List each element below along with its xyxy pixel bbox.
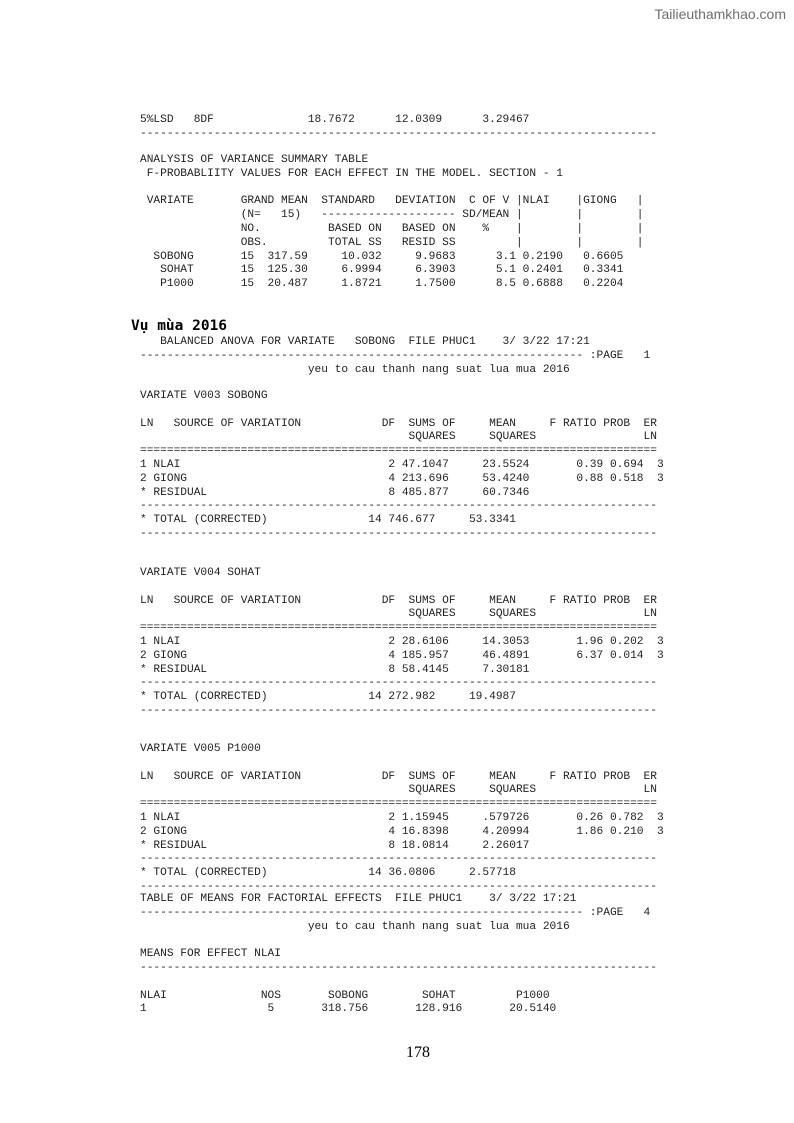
anova-row: 2 GIONG 4 16.8398 4.20994 1.86 0.210 3	[140, 825, 664, 838]
variate-block	[140, 743, 664, 895]
anova-header-block	[140, 336, 650, 377]
summary-header-line: (N= 15) -------------------- SD/MEAN | | |	[140, 209, 644, 222]
lsd-line: 5%LSD 8DF 18.7672 12.0309 3.29467	[140, 114, 530, 126]
anova-row: * RESIDUAL 8 485.877 60.7346	[140, 486, 530, 499]
rule-line: -----------------------------------------------------------------------------	[140, 127, 657, 140]
anova-col-header: LN SOURCE OF VARIATION DF SUMS OF MEAN F RATIO PROB ER	[140, 594, 657, 607]
anova-row: * RESIDUAL 8 58.4145 7.30181	[140, 663, 530, 676]
page-number: 178	[406, 1044, 430, 1061]
anova-header: BALANCED ANOVA FOR VARIATE SOBONG FILE PHUC1 3/ 3/22 17:21	[140, 336, 590, 348]
summary-row: SOBONG 15 317.59 10.032 9.9683 3.1 0.2190 0.6605	[140, 250, 624, 263]
anova-total: * TOTAL (CORRECTED) 14 36.0806 2.57718	[140, 867, 516, 880]
anova-row: 2 GIONG 4 185.957 46.4891 6.37 0.014 3	[140, 649, 664, 662]
variate-title: VARIATE V003 SOBONG	[140, 390, 268, 402]
rule-double-line: =============================================================================	[140, 622, 657, 635]
variate-title: VARIATE V005 P1000	[140, 743, 261, 755]
anova-col-header: LN SOURCE OF VARIATION DF SUMS OF MEAN F RATIO PROB ER	[140, 417, 657, 430]
anova-col-header: SQUARES SQUARES LN	[140, 608, 657, 621]
rule-double-line: =============================================================================	[140, 798, 657, 811]
summary-row: P1000 15 20.487 1.8721 1.7500 8.5 0.6888 0.2204	[140, 278, 624, 291]
summary-table	[140, 154, 644, 292]
summary-subtitle: F-PROBABLIITY VALUES FOR EACH EFFECT IN THE MODEL. SECTION - 1	[140, 167, 563, 180]
rule-page-line: ------------------------------------------------------------------ :PAGE 1	[140, 349, 651, 362]
rule-line: -----------------------------------------------------------------------------	[140, 880, 657, 893]
anova-row: 1 NLAI 2 47.1047 23.5524 0.39 0.694 3	[140, 458, 664, 471]
anova-row: 1 NLAI 2 28.6106 14.3053 1.96 0.202 3	[140, 635, 664, 648]
variate-block	[140, 390, 664, 542]
rule-line: -----------------------------------------------------------------------------	[140, 704, 657, 717]
rule-line: -----------------------------------------------------------------------------	[140, 961, 657, 974]
watermark-text: Tailieuthamkhao.com	[654, 6, 786, 22]
summary-header-line: OBS. TOTAL SS RESID SS | | |	[140, 236, 644, 249]
summary-title: ANALYSIS OF VARIANCE SUMMARY TABLE	[140, 154, 369, 166]
rule-line: -----------------------------------------------------------------------------	[140, 527, 657, 540]
rule-line: -----------------------------------------------------------------------------	[140, 677, 657, 690]
means-row: 1 5 318.756 128.916 20.5140	[140, 1003, 557, 1016]
variate-block	[140, 567, 664, 719]
anova-col-header: SQUARES SQUARES LN	[140, 431, 657, 444]
rule-double-line: =============================================================================	[140, 445, 657, 458]
anova-col-header: SQUARES SQUARES LN	[140, 784, 657, 797]
means-subtitle: yeu to cau thanh nang suat lua mua 2016	[140, 920, 570, 933]
lsd-block	[140, 114, 657, 142]
anova-total: * TOTAL (CORRECTED) 14 272.982 19.4987	[140, 691, 516, 704]
means-effect-title: MEANS FOR EFFECT NLAI	[140, 948, 281, 961]
summary-header-line: NO. BASED ON BASED ON % | | |	[140, 222, 644, 235]
means-block	[140, 893, 657, 1017]
section-heading: Vụ mùa 2016	[131, 318, 228, 334]
anova-row: 1 NLAI 2 1.15945 .579726 0.26 0.782 3	[140, 811, 664, 824]
rule-line: -----------------------------------------------------------------------------	[140, 500, 657, 513]
summary-header-line: VARIATE GRAND MEAN STANDARD DEVIATION C OF V |NLAI |GIONG |	[140, 195, 644, 208]
anova-total: * TOTAL (CORRECTED) 14 746.677 53.3341	[140, 514, 516, 527]
anova-row: 2 GIONG 4 213.696 53.4240 0.88 0.518 3	[140, 472, 664, 485]
means-col-header: NLAI NOS SOBONG SOHAT P1000	[140, 989, 550, 1002]
rule-line: -----------------------------------------------------------------------------	[140, 853, 657, 866]
means-header: TABLE OF MEANS FOR FACTORIAL EFFECTS FILE PHUC1 3/ 3/22 17:21	[140, 893, 577, 905]
anova-subtitle: yeu to cau thanh nang suat lua mua 2016	[140, 363, 570, 376]
variate-title: VARIATE V004 SOHAT	[140, 567, 261, 579]
anova-col-header: LN SOURCE OF VARIATION DF SUMS OF MEAN F RATIO PROB ER	[140, 770, 657, 783]
rule-page-line: ------------------------------------------------------------------ :PAGE 4	[140, 906, 651, 919]
anova-row: * RESIDUAL 8 18.0814 2.26017	[140, 839, 530, 852]
summary-row: SOHAT 15 125.30 6.9994 6.3903 5.1 0.2401 0.3341	[140, 264, 624, 277]
